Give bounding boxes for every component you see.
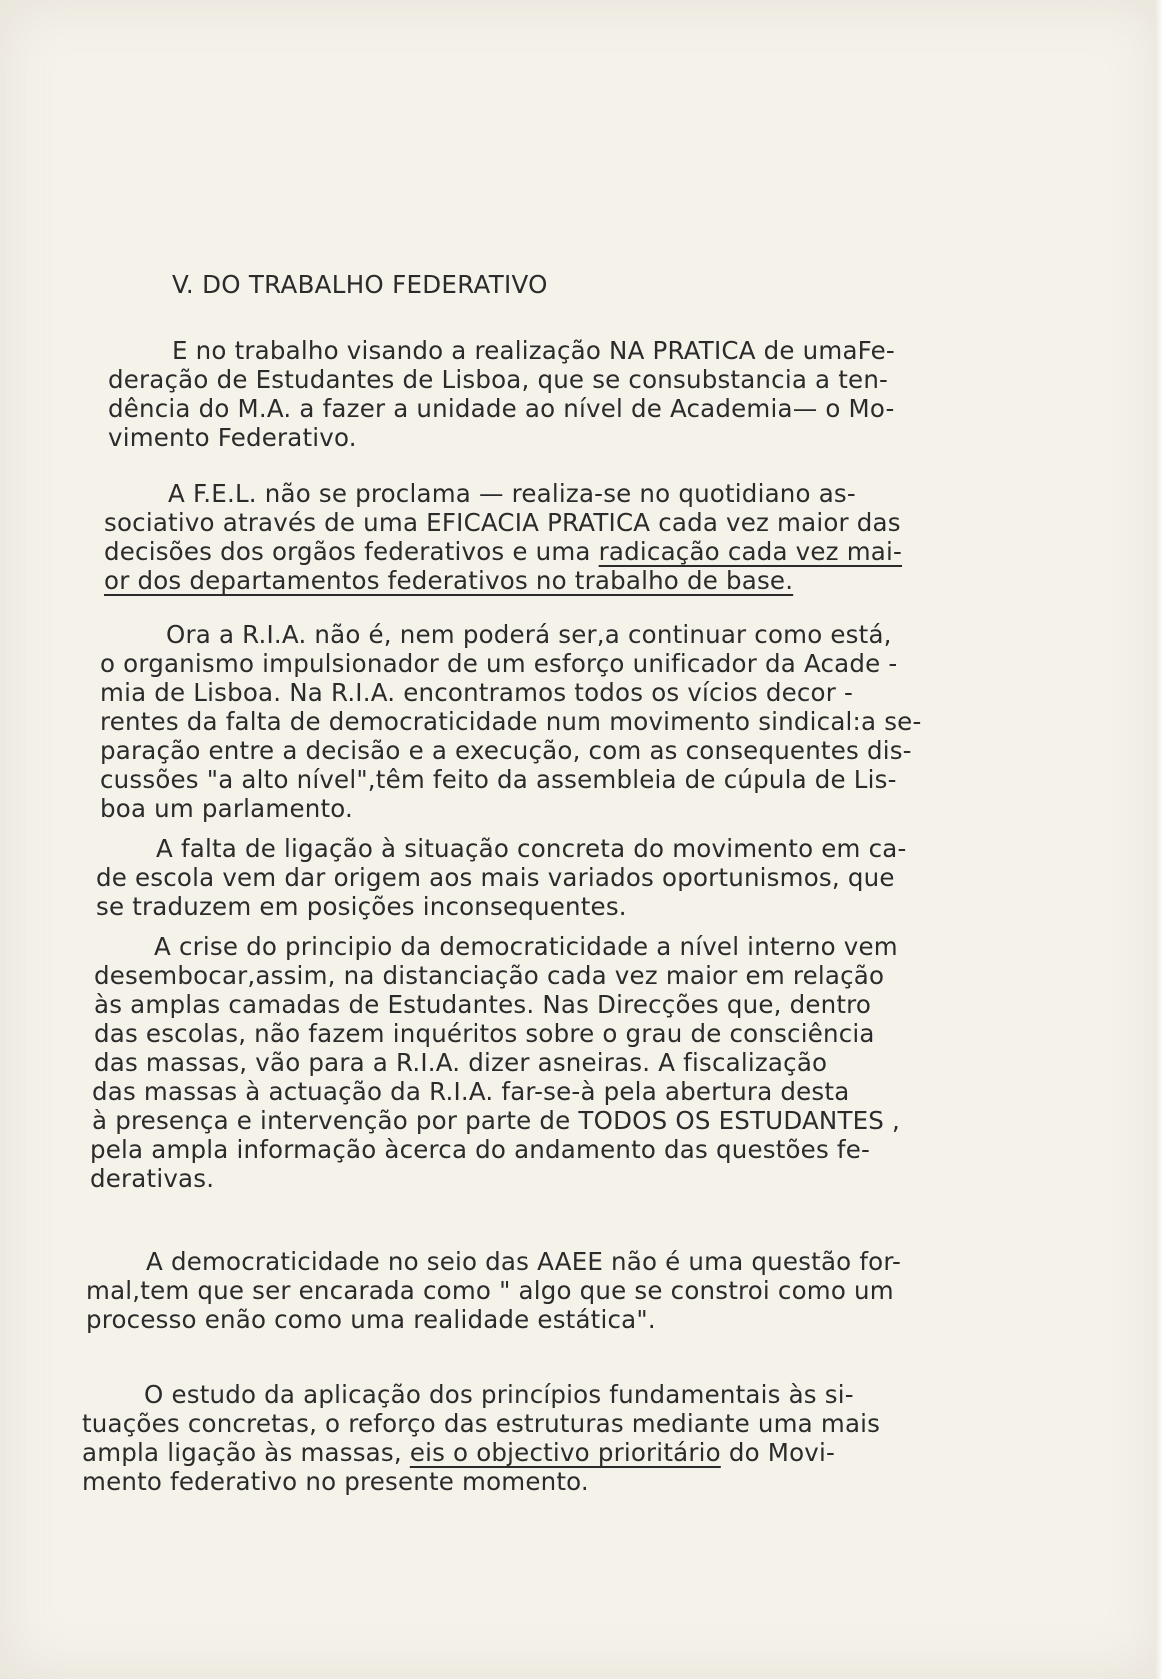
text-line: paração entre a decisão e a execução, com as consequentes dis- [100, 736, 912, 765]
text-line: mal,tem que ser encarada como " algo que se constroi como um [86, 1276, 894, 1305]
text-line: A falta de ligação à situação concreta do movimento em ca- [156, 834, 907, 863]
text-segment: ampla ligação às massas, [82, 1438, 402, 1467]
text-line: desembocar,assim, na distanciação cada vez maior em relação [94, 961, 885, 990]
text-line: A F.E.L. não se proclama — realiza-se no quotidiano as- [168, 479, 856, 508]
text-line: boa um parlamento. [100, 794, 354, 823]
text-line: deração de Estudantes de Lisboa, que se consubstancia a ten- [108, 365, 889, 394]
text-line: se traduzem em posições inconsequentes. [96, 892, 627, 921]
text-line: A crise do principio da democraticidade a nível interno vem [154, 932, 898, 961]
text-line: de escola vem dar origem aos mais variados oportunismos, que [96, 863, 895, 892]
text-line: das massas à actuação da R.I.A. far-se-à pela abertura desta [92, 1077, 850, 1106]
text-line: cussões "a alto nível",têm feito da assembleia de cúpula de Lis- [100, 765, 897, 794]
text-segment: do Movi- [728, 1438, 836, 1467]
text-line: processo enão como uma realidade estática". [86, 1305, 656, 1334]
underlined-text: radicação cada vez mai- [598, 537, 903, 566]
text-line: rentes da falta de democraticidade num movimento sindical:a se- [100, 707, 922, 736]
text-line: mia de Lisboa. Na R.I.A. encontramos todos os vícios decor - [100, 678, 854, 707]
text-line: Ora a R.I.A. não é, nem poderá ser,a continuar como está, [166, 620, 892, 649]
text-line: às amplas camadas de Estudantes. Nas Direcções que, dentro [94, 990, 872, 1019]
text-line: dência do M.A. a fazer a unidade ao nível de Academia— o Mo- [108, 394, 895, 423]
underlined-text-line: or dos departamentos federativos no trabalho de base. [104, 566, 794, 595]
section-heading: V. DO TRABALHO FEDERATIVO [172, 270, 548, 299]
page-edge [1155, 0, 1163, 1679]
text-line: à presença e intervenção por parte de TODOS OS ESTUDANTES , [92, 1106, 901, 1135]
text-line: tuações concretas, o reforço das estruturas mediante uma mais [82, 1409, 881, 1438]
underlined-text: eis o objectivo prioritário [409, 1438, 721, 1467]
text-line: pela ampla informação àcerca do andamento das questões fe- [90, 1135, 871, 1164]
text-line: E no trabalho visando a realização NA PRATICA de umaFe- [172, 336, 895, 365]
text-line: das escolas, não fazem inquéritos sobre o grau de consciência [94, 1019, 875, 1048]
text-line: derativas. [90, 1164, 215, 1193]
text-line [82, 1438, 835, 1468]
text-line [104, 537, 902, 567]
text-line: O estudo da aplicação dos princípios fundamentais às si- [144, 1380, 854, 1409]
text-line: o organismo impulsionador de um esforço unificador da Acade - [100, 649, 898, 678]
text-line: sociativo através de uma EFICACIA PRATICA cada vez maior das [104, 508, 901, 537]
text-line: mento federativo no presente momento. [82, 1467, 589, 1496]
text-line: das massas, vão para a R.I.A. dizer asneiras. A fiscalização [94, 1048, 828, 1077]
text-line: vimento Federativo. [108, 423, 357, 452]
text-line: A democraticidade no seio das AAEE não é uma questão for- [146, 1247, 902, 1276]
text-segment: decisões dos orgãos federativos e uma [104, 537, 591, 566]
